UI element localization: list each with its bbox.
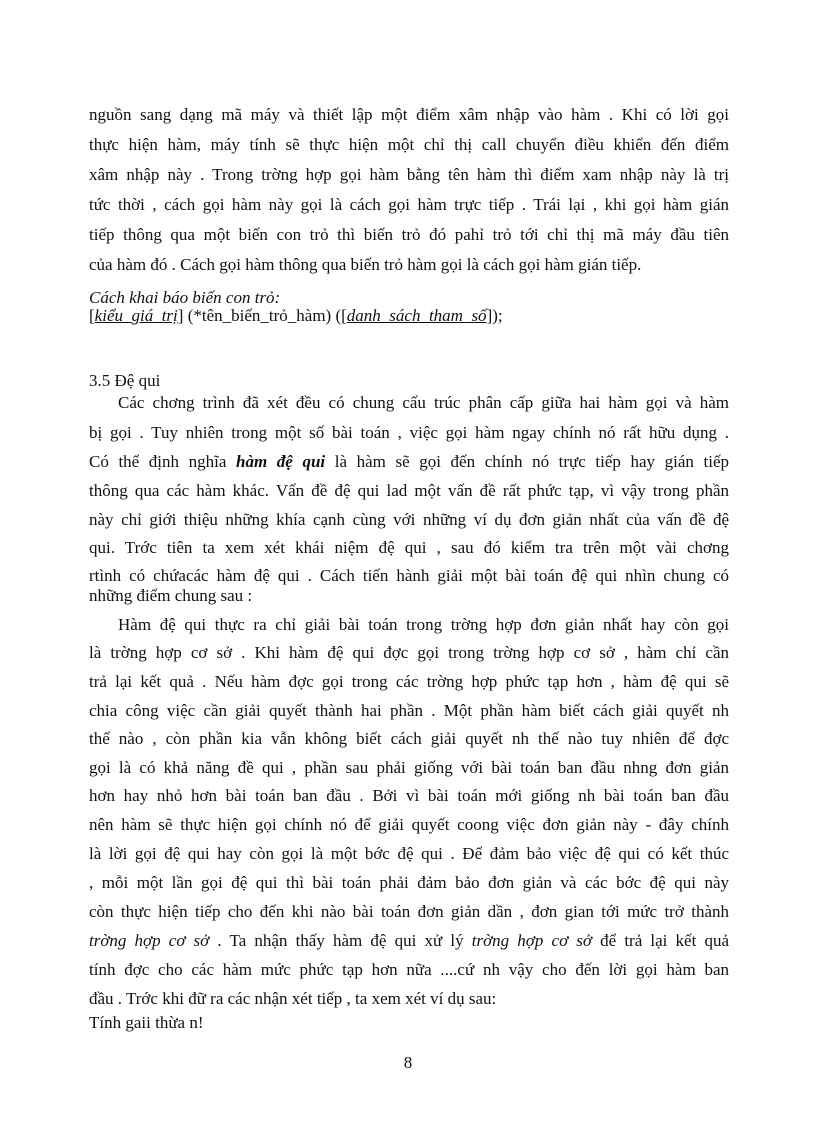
text-line: còn thực hiện tiếp cho đến khi nào bài toán đơn giản dần , đơn gian tới mức trở thành (89, 902, 729, 921)
text-line: chia công việc cần giải quyết thành hai phần . Một phần hàm biết cách giải quyết nh (89, 701, 729, 720)
bracket-open: [ (89, 306, 95, 325)
text-line: nguồn sang dạng mã máy và thiết lập một điểm xâm nhập vào hàm . Khi có lời gọi (89, 105, 729, 124)
text-line: của hàm đó . Cách gọi hàm thông qua biến trỏ hàm gọi là cách gọi hàm gián tiếp. (89, 255, 642, 274)
text-line: là lời gọi đệ qui hay còn gọi là một bớc đệ qui . Để đảm bảo việc đệ qui có kết thúc (89, 844, 729, 863)
declaration-caption: Cách khai báo biến con trỏ: (89, 288, 281, 307)
declaration-end: ]); (486, 306, 503, 325)
text-line: qui. Trớc tiên ta xem xét khái niệm đệ qui , sau đó kiểm tra trên một vài chơng (89, 538, 729, 557)
text-line: hơn hay nhỏ hơn bài toán ban đầu . Bởi vì bài toán mới giống nh bài toán ban đầu (89, 786, 729, 805)
text-segment: . Ta nhận thấy hàm đệ qui xử lý (217, 931, 464, 950)
text-line: Hàm đệ qui thực ra chỉ giải bài toán trong trờng hợp đơn giản nhất hay còn gọi (118, 615, 729, 634)
text-line: bị gọi . Tuy nhiên trong một số bài toán , việc gọi hàm ngay chính nó rất hữu dụng . (89, 423, 729, 442)
term-italic: trờng hợp cơ sở (89, 931, 210, 950)
return-type-placeholder: kiểu_giá_trị (94, 306, 178, 325)
params-placeholder: danh_sách_tham_số (346, 306, 487, 325)
text-line: là trờng hợp cơ sở . Khi hàm đệ qui đợc gọi trong trờng hợp cơ sở , hàm chỉ cần (89, 643, 729, 662)
text-line: thế nào , còn phần kia vẫn không biết cách giải quyết nh thế nào tuy nhiên để đợc (89, 729, 729, 748)
text-line: này chỉ giới thiệu những khía cạnh cùng với những ví dụ đơn giản nhất của vấn đề đệ (89, 510, 729, 529)
text-line: thực hiện hàm, máy tính sẽ thực hiện một chỉ thị call chuyển điều khiển đến điểm (89, 135, 729, 154)
text-segment: để trả lại kết quả (600, 931, 730, 950)
term-emphasis: hàm đệ qui (236, 452, 326, 471)
page-number: 8 (403, 1053, 413, 1072)
text-line (89, 931, 729, 951)
text-line: tính đợc cho các hàm mức phức tạp hơn nữa ....cứ nh vậy cho đến lời gọi hàm ban (89, 960, 729, 979)
declaration-syntax (89, 306, 729, 326)
text-line: thông qua các hàm khác. Vấn đề đệ qui lad một vấn đề rất phức tạp, vì vậy trong phần (89, 481, 729, 500)
pointer-name: ] (*tên_biến_trỏ_hàm) ([ (177, 306, 347, 325)
text-line: tiếp thông qua một biến con trỏ thì biến trỏ đó pahỉ trỏ tới chỉ thị mã máy đầu tiên (89, 225, 729, 244)
text-line (89, 452, 729, 472)
text-segment: Có thể định nghĩa (89, 452, 227, 471)
text-line: rtình có chứacác hàm đệ qui . Cách tiến hành giải một bài toán đệ qui nhìn chung có (89, 566, 729, 585)
text-line: xâm nhập này . Trong trờng hợp gọi hàm bằng tên hàm thì điểm xam nhập này là trị (89, 165, 729, 184)
text-line: những điểm chung sau : (89, 586, 253, 605)
text-line: tức thời , cách gọi hàm này gọi là cách gọi hàm trực tiếp . Trái lại , khi gọi hàm gián (89, 195, 729, 214)
text-segment: là hàm sẽ gọi đến chính nó trực tiếp hay gián tiếp (334, 452, 730, 471)
text-line: Các chơng trình đã xét đều có chung cấu trúc phân cấp giữa hai hàm gọi và hàm (118, 393, 729, 412)
text-line: nên hàm sẽ thực hiện gọi chính nó để giải quyết coong việc đơn giản này - đây chính (89, 815, 729, 834)
text-line: đầu . Trớc khi đữ ra các nhận xét tiếp , ta xem xét ví dụ sau: (89, 989, 497, 1008)
text-line: , mỗi một lần gọi đệ qui thì bài toán phải đảm bảo đơn giản và các bớc đệ qui này (89, 873, 729, 892)
term-italic: trờng hợp cơ sở (471, 931, 592, 950)
text-line: trả lại kết quả . Nếu hàm đợc gọi trong các trờng hợp phức tạp hơn , hàm đệ qui sẽ (89, 672, 729, 691)
section-heading: 3.5 Đệ qui (89, 371, 161, 390)
final-line: Tính gaii thừa n! (89, 1013, 204, 1032)
text-line: gọi là có khả năng đề qui , phần sau phải giống với bài toán ban đầu nhng đơn giản (89, 758, 729, 777)
